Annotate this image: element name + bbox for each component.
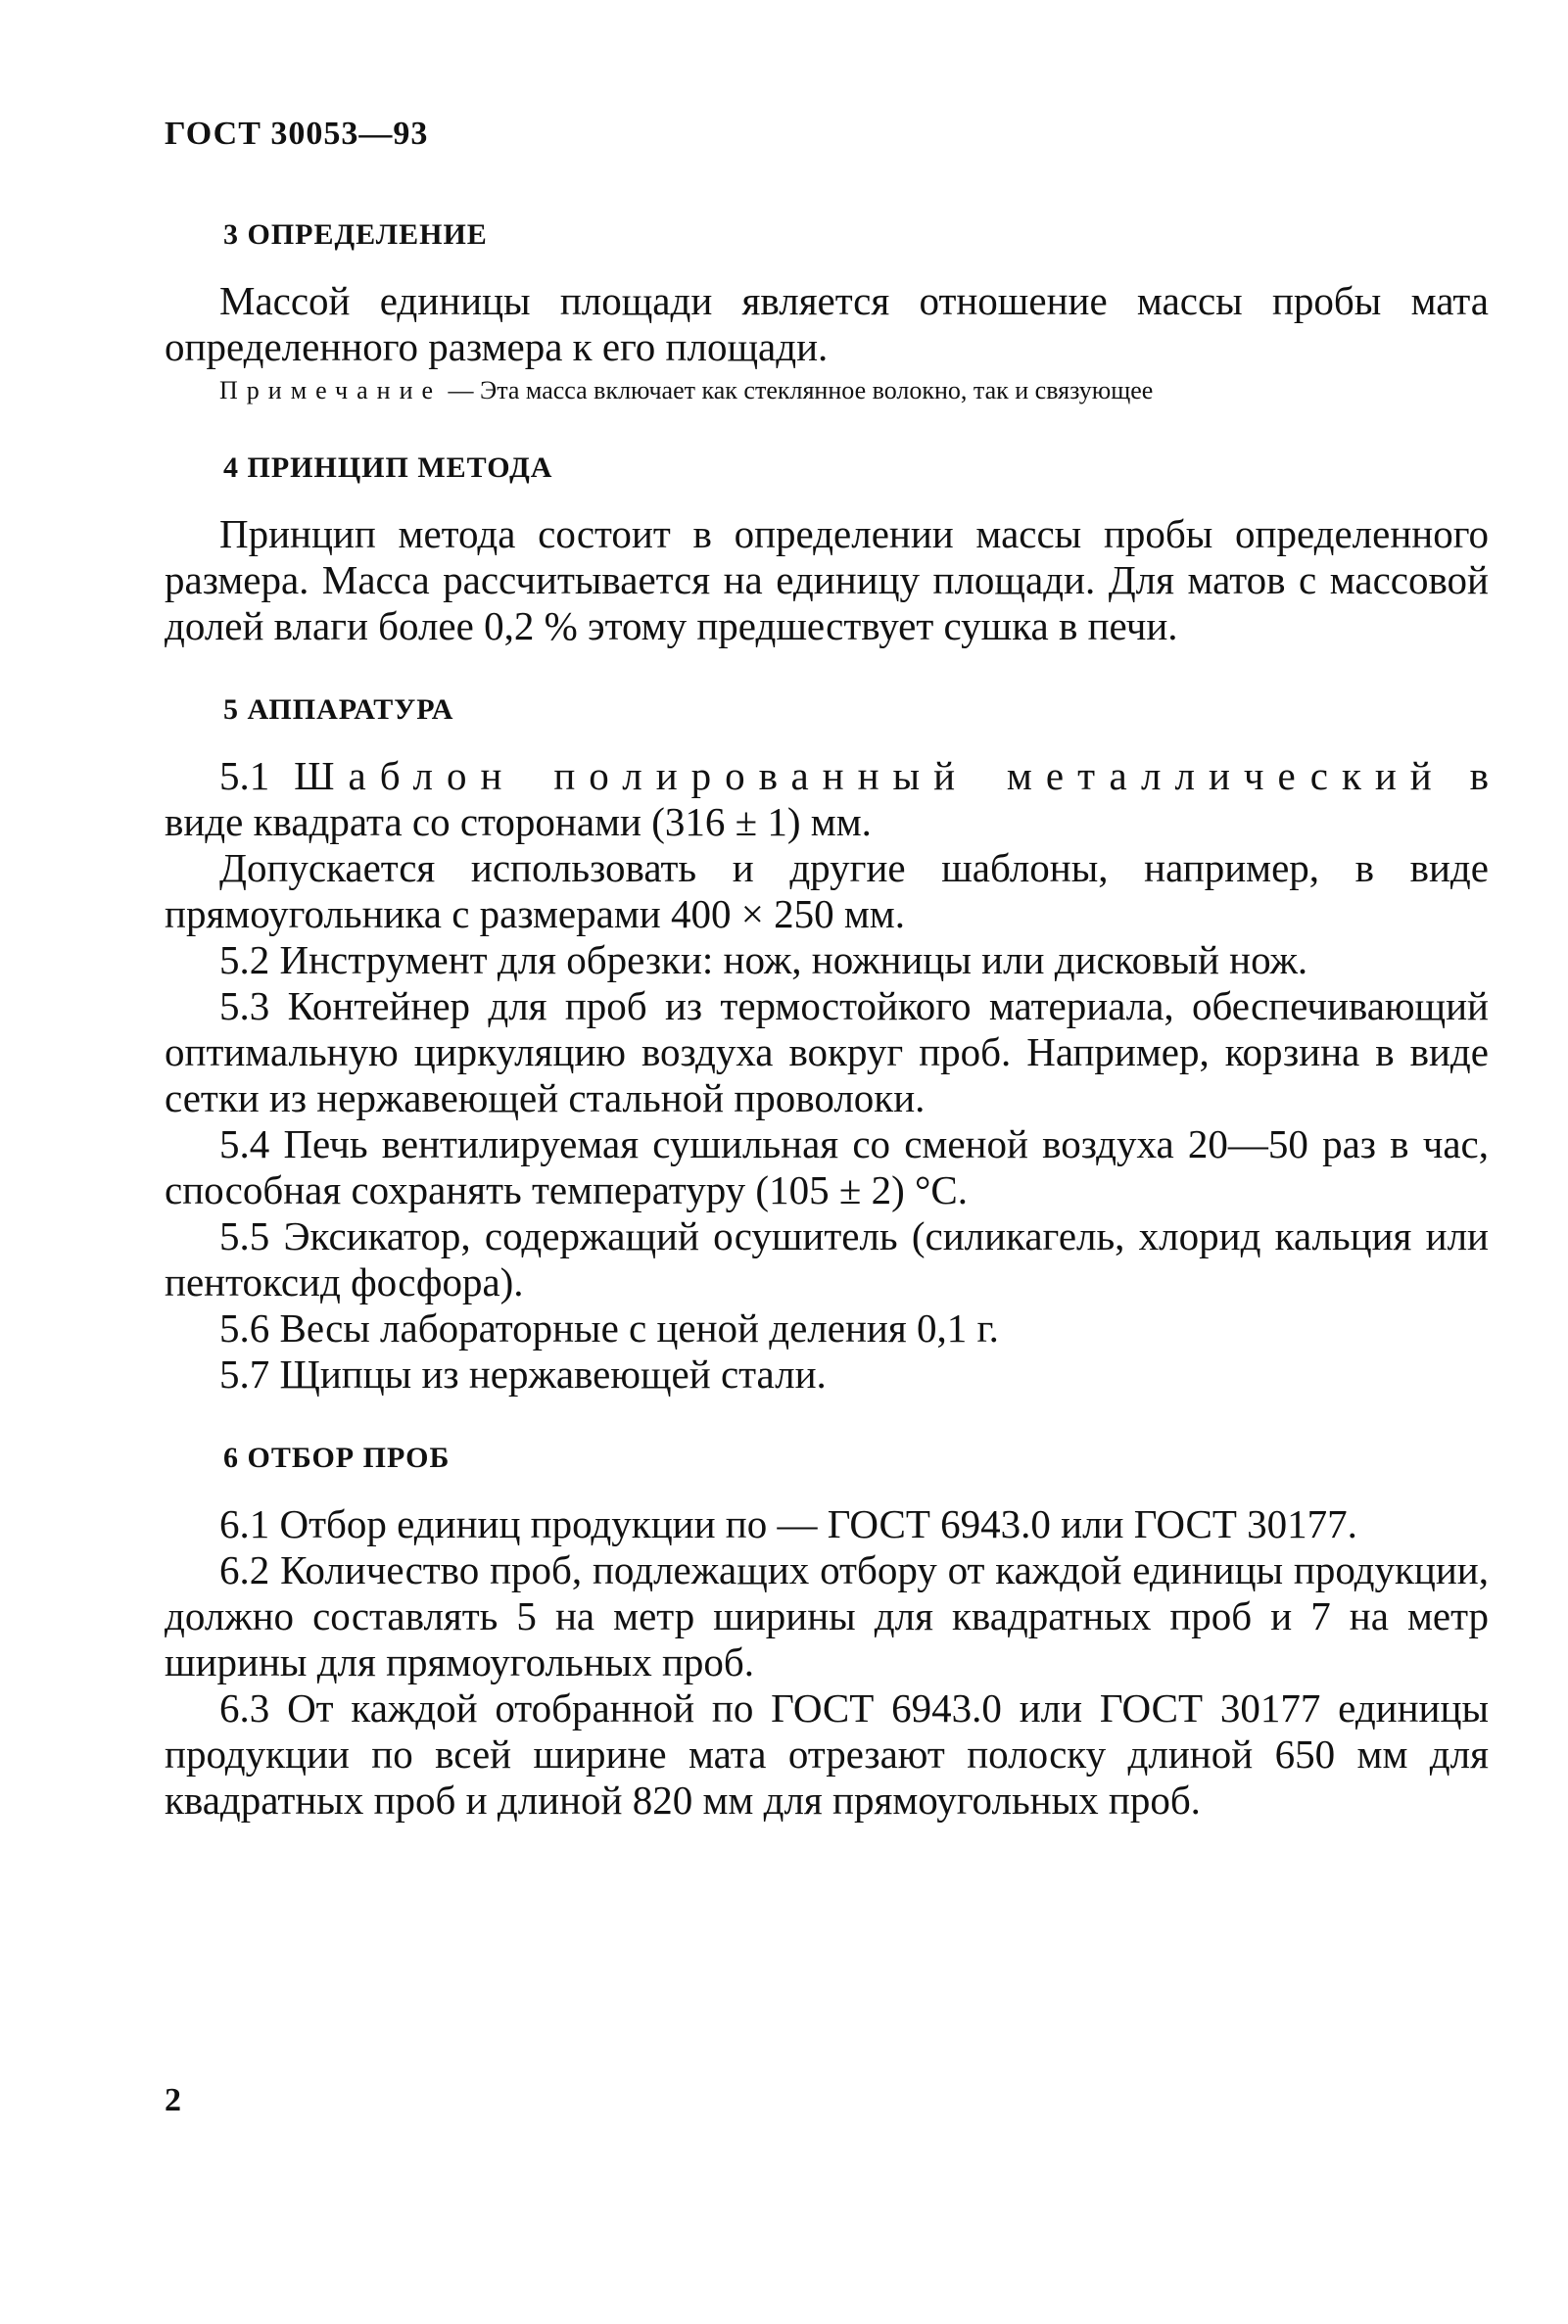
item-5-1-spaced-title: Шаблон полированный металлический	[294, 753, 1446, 798]
page-number: 2	[165, 2082, 181, 2118]
section-4-paragraph: Принцип метода состоит в определении массы пробы определенного размера. Масса рассчитывается на единицу площади. Для матов с массовой долей влаги более 0,2 % этому предшествует сушка в печи.	[165, 511, 1489, 648]
item-5-2: 5.2 Инструмент для обрезки: нож, ножницы или дисковый нож.	[219, 937, 1308, 982]
section-3-note	[165, 374, 1489, 407]
document-code-header: ГОСТ 30053—93	[165, 116, 429, 152]
item-5-4: 5.4 Печь вентилируемая сушильная со сменой воздуха 20—50 раз в час, способная сохранять температуру (105 ± 2) °С.	[165, 1121, 1489, 1212]
note-text: — Эта масса включает как стеклянное волокно, так и связующее	[442, 376, 1154, 404]
section-5-heading: 5 АППАРАТУРА	[223, 693, 454, 726]
item-5-1-rest: в виде квадрата со сторонами (316 ± 1) мм.	[165, 753, 1490, 844]
section-3-paragraph: Массой единицы площади является отношение массы пробы мата определенного размера к его площади.	[165, 278, 1489, 369]
item-5-5: 5.5 Эксикатор, содержащий осушитель (силикагель, хлорид кальция или пентоксид фосфора).	[165, 1213, 1489, 1304]
item-5-7: 5.7 Щипцы из нержавеющей стали.	[219, 1352, 827, 1397]
item-5-6: 5.6 Весы лабораторные с ценой деления 0,1 г.	[219, 1305, 999, 1351]
item-6-3: 6.3 От каждой отобранной по ГОСТ 6943.0 или ГОСТ 30177 единицы продукции по всей ширине мата отрезают полоску длиной 650 мм для квадратных проб и длиной 820 мм для прямоугольных проб.	[165, 1685, 1489, 1823]
section-4-heading: 4 ПРИНЦИП МЕТОДА	[223, 451, 553, 484]
item-5-1-extra: Допускается использовать и другие шаблоны, например, в виде прямоугольника с размерами 400 × 250 мм.	[165, 845, 1489, 936]
item-5-1	[165, 753, 1489, 845]
section-3-heading: 3 ОПРЕДЕЛЕНИЕ	[223, 218, 488, 251]
item-5-3: 5.3 Контейнер для проб из термостойкого материала, обеспечивающий оптимальную циркуляцию воздуха вокруг проб. Например, корзина в виде сетки из нержавеющей стальной проволоки.	[165, 983, 1489, 1120]
document-body	[165, 196, 1489, 1824]
section-6-heading: 6 ОТБОР ПРОБ	[223, 1442, 451, 1474]
item-6-2: 6.2 Количество проб, подлежащих отбору от каждой единицы продукции, должно составлять 5 на метр ширины для квадратных проб и 7 на метр ширины для прямоугольных проб.	[165, 1547, 1489, 1684]
item-5-1-number: 5.1	[219, 753, 295, 798]
item-6-1: 6.1 Отбор единиц продукции по — ГОСТ 6943.0 или ГОСТ 30177.	[219, 1501, 1357, 1546]
note-label: Примечание	[219, 376, 443, 404]
